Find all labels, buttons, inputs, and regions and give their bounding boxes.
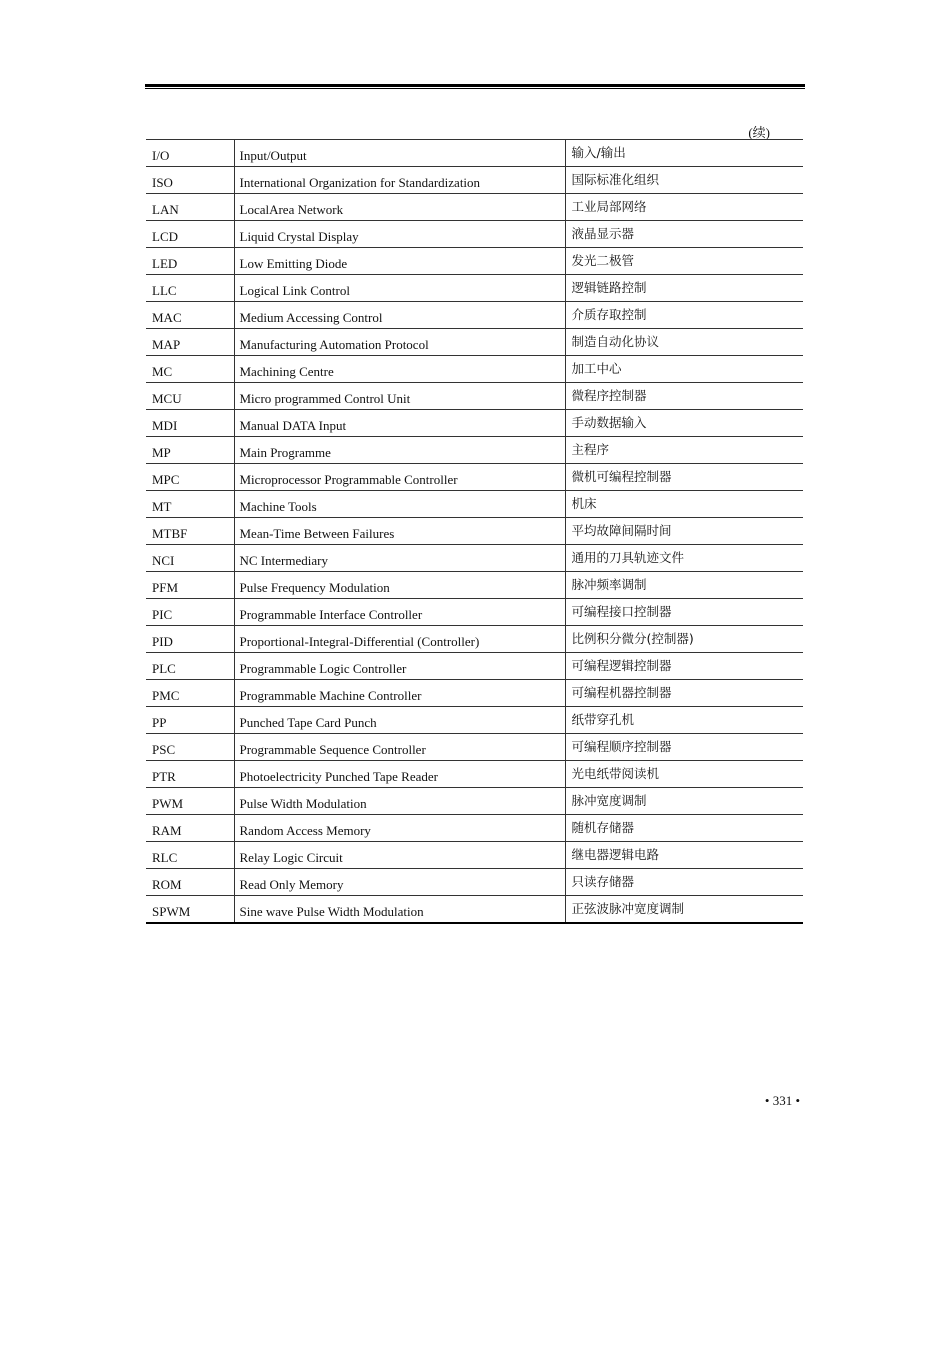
table-row [146, 221, 803, 248]
abbreviation-table [146, 139, 803, 924]
english-term-cell: Input/Output [234, 140, 565, 167]
table-row [146, 545, 803, 572]
english-term-cell: Programmable Interface Controller [234, 599, 565, 626]
english-term-cell: Sine wave Pulse Width Modulation [234, 896, 565, 924]
chinese-term-cell: 只读存储器 [565, 869, 803, 896]
abbreviation-cell: MAP [146, 329, 234, 356]
abbreviation-cell: PMC [146, 680, 234, 707]
chinese-term-cell: 正弦波脉冲宽度调制 [565, 896, 803, 924]
chinese-term-cell: 国际标准化组织 [565, 167, 803, 194]
abbreviation-cell: I/O [146, 140, 234, 167]
chinese-term-cell: 脉冲频率调制 [565, 572, 803, 599]
abbreviation-cell: MAC [146, 302, 234, 329]
continued-label: (续) [748, 125, 770, 140]
english-term-cell: Micro programmed Control Unit [234, 383, 565, 410]
abbreviation-cell: PSC [146, 734, 234, 761]
english-term-cell: Photoelectricity Punched Tape Reader [234, 761, 565, 788]
abbreviation-cell: SPWM [146, 896, 234, 924]
table-row [146, 815, 803, 842]
english-term-cell: LocalArea Network [234, 194, 565, 221]
table-row [146, 599, 803, 626]
abbreviation-cell: ISO [146, 167, 234, 194]
english-term-cell: Punched Tape Card Punch [234, 707, 565, 734]
abbreviation-cell: ROM [146, 869, 234, 896]
english-term-cell: Main Programme [234, 437, 565, 464]
english-term-cell: Liquid Crystal Display [234, 221, 565, 248]
english-term-cell: Programmable Sequence Controller [234, 734, 565, 761]
table-row [146, 869, 803, 896]
english-term-cell: Pulse Frequency Modulation [234, 572, 565, 599]
table-row [146, 464, 803, 491]
chinese-term-cell: 介质存取控制 [565, 302, 803, 329]
table-row [146, 788, 803, 815]
chinese-term-cell: 光电纸带阅读机 [565, 761, 803, 788]
chinese-term-cell: 微程序控制器 [565, 383, 803, 410]
table-row [146, 572, 803, 599]
abbreviation-table-body [146, 140, 803, 924]
abbreviation-cell: LED [146, 248, 234, 275]
chinese-term-cell: 可编程机器控制器 [565, 680, 803, 707]
chinese-term-cell: 可编程接口控制器 [565, 599, 803, 626]
chinese-term-cell: 液晶显示器 [565, 221, 803, 248]
page-number: • 331 • [764, 1093, 800, 1108]
english-term-cell: Proportional-Integral-Differential (Controller) [234, 626, 565, 653]
chinese-term-cell: 机床 [565, 491, 803, 518]
table-row [146, 329, 803, 356]
chinese-term-cell: 可编程逻辑控制器 [565, 653, 803, 680]
abbreviation-cell: MC [146, 356, 234, 383]
table-row [146, 302, 803, 329]
abbreviation-cell: PTR [146, 761, 234, 788]
chinese-term-cell: 主程序 [565, 437, 803, 464]
table-row [146, 275, 803, 302]
english-term-cell: Random Access Memory [234, 815, 565, 842]
chinese-term-cell: 制造自动化协议 [565, 329, 803, 356]
english-term-cell: Mean-Time Between Failures [234, 518, 565, 545]
chinese-term-cell: 输入/输出 [565, 140, 803, 167]
english-term-cell: Logical Link Control [234, 275, 565, 302]
chinese-term-cell: 发光二极管 [565, 248, 803, 275]
table-row [146, 842, 803, 869]
chinese-term-cell: 加工中心 [565, 356, 803, 383]
chinese-term-cell: 可编程顺序控制器 [565, 734, 803, 761]
abbreviation-cell: RLC [146, 842, 234, 869]
table-row [146, 734, 803, 761]
english-term-cell: Machine Tools [234, 491, 565, 518]
abbreviation-cell: PLC [146, 653, 234, 680]
abbreviation-cell: MPC [146, 464, 234, 491]
english-term-cell: Manual DATA Input [234, 410, 565, 437]
abbreviation-cell: PWM [146, 788, 234, 815]
chinese-term-cell: 随机存储器 [565, 815, 803, 842]
table-row [146, 383, 803, 410]
table-row [146, 167, 803, 194]
english-term-cell: International Organization for Standardization [234, 167, 565, 194]
table-row [146, 437, 803, 464]
chinese-term-cell: 通用的刀具轨迹文件 [565, 545, 803, 572]
abbreviation-cell: LCD [146, 221, 234, 248]
chinese-term-cell: 手动数据输入 [565, 410, 803, 437]
chinese-term-cell: 微机可编程控制器 [565, 464, 803, 491]
table-row [146, 194, 803, 221]
header-rule [145, 84, 805, 89]
chinese-term-cell: 平均故障间隔时间 [565, 518, 803, 545]
table-row [146, 491, 803, 518]
english-term-cell: Medium Accessing Control [234, 302, 565, 329]
english-term-cell: Pulse Width Modulation [234, 788, 565, 815]
abbreviation-cell: MP [146, 437, 234, 464]
table-row [146, 653, 803, 680]
table-row [146, 410, 803, 437]
english-term-cell: Programmable Machine Controller [234, 680, 565, 707]
table-row [146, 356, 803, 383]
english-term-cell: Read Only Memory [234, 869, 565, 896]
english-term-cell: Low Emitting Diode [234, 248, 565, 275]
chinese-term-cell: 工业局部网络 [565, 194, 803, 221]
abbreviation-cell: MCU [146, 383, 234, 410]
english-term-cell: Machining Centre [234, 356, 565, 383]
chinese-term-cell: 脉冲宽度调制 [565, 788, 803, 815]
abbreviation-cell: PID [146, 626, 234, 653]
english-term-cell: Manufacturing Automation Protocol [234, 329, 565, 356]
english-term-cell: Programmable Logic Controller [234, 653, 565, 680]
table-row [146, 140, 803, 167]
abbreviation-cell: LLC [146, 275, 234, 302]
table-row [146, 896, 803, 924]
english-term-cell: Relay Logic Circuit [234, 842, 565, 869]
chinese-term-cell: 纸带穿孔机 [565, 707, 803, 734]
table-row [146, 707, 803, 734]
chinese-term-cell: 比例积分微分(控制器) [565, 626, 803, 653]
abbreviation-cell: NCI [146, 545, 234, 572]
table-row [146, 518, 803, 545]
table-row [146, 680, 803, 707]
abbreviation-cell: MT [146, 491, 234, 518]
table-row [146, 248, 803, 275]
abbreviation-cell: PFM [146, 572, 234, 599]
chinese-term-cell: 继电器逻辑电路 [565, 842, 803, 869]
table-row [146, 761, 803, 788]
english-term-cell: NC Intermediary [234, 545, 565, 572]
abbreviation-cell: PIC [146, 599, 234, 626]
english-term-cell: Microprocessor Programmable Controller [234, 464, 565, 491]
abbreviation-cell: MDI [146, 410, 234, 437]
abbreviation-cell: MTBF [146, 518, 234, 545]
abbreviation-cell: LAN [146, 194, 234, 221]
chinese-term-cell: 逻辑链路控制 [565, 275, 803, 302]
abbreviation-cell: RAM [146, 815, 234, 842]
abbreviation-cell: PP [146, 707, 234, 734]
table-row [146, 626, 803, 653]
